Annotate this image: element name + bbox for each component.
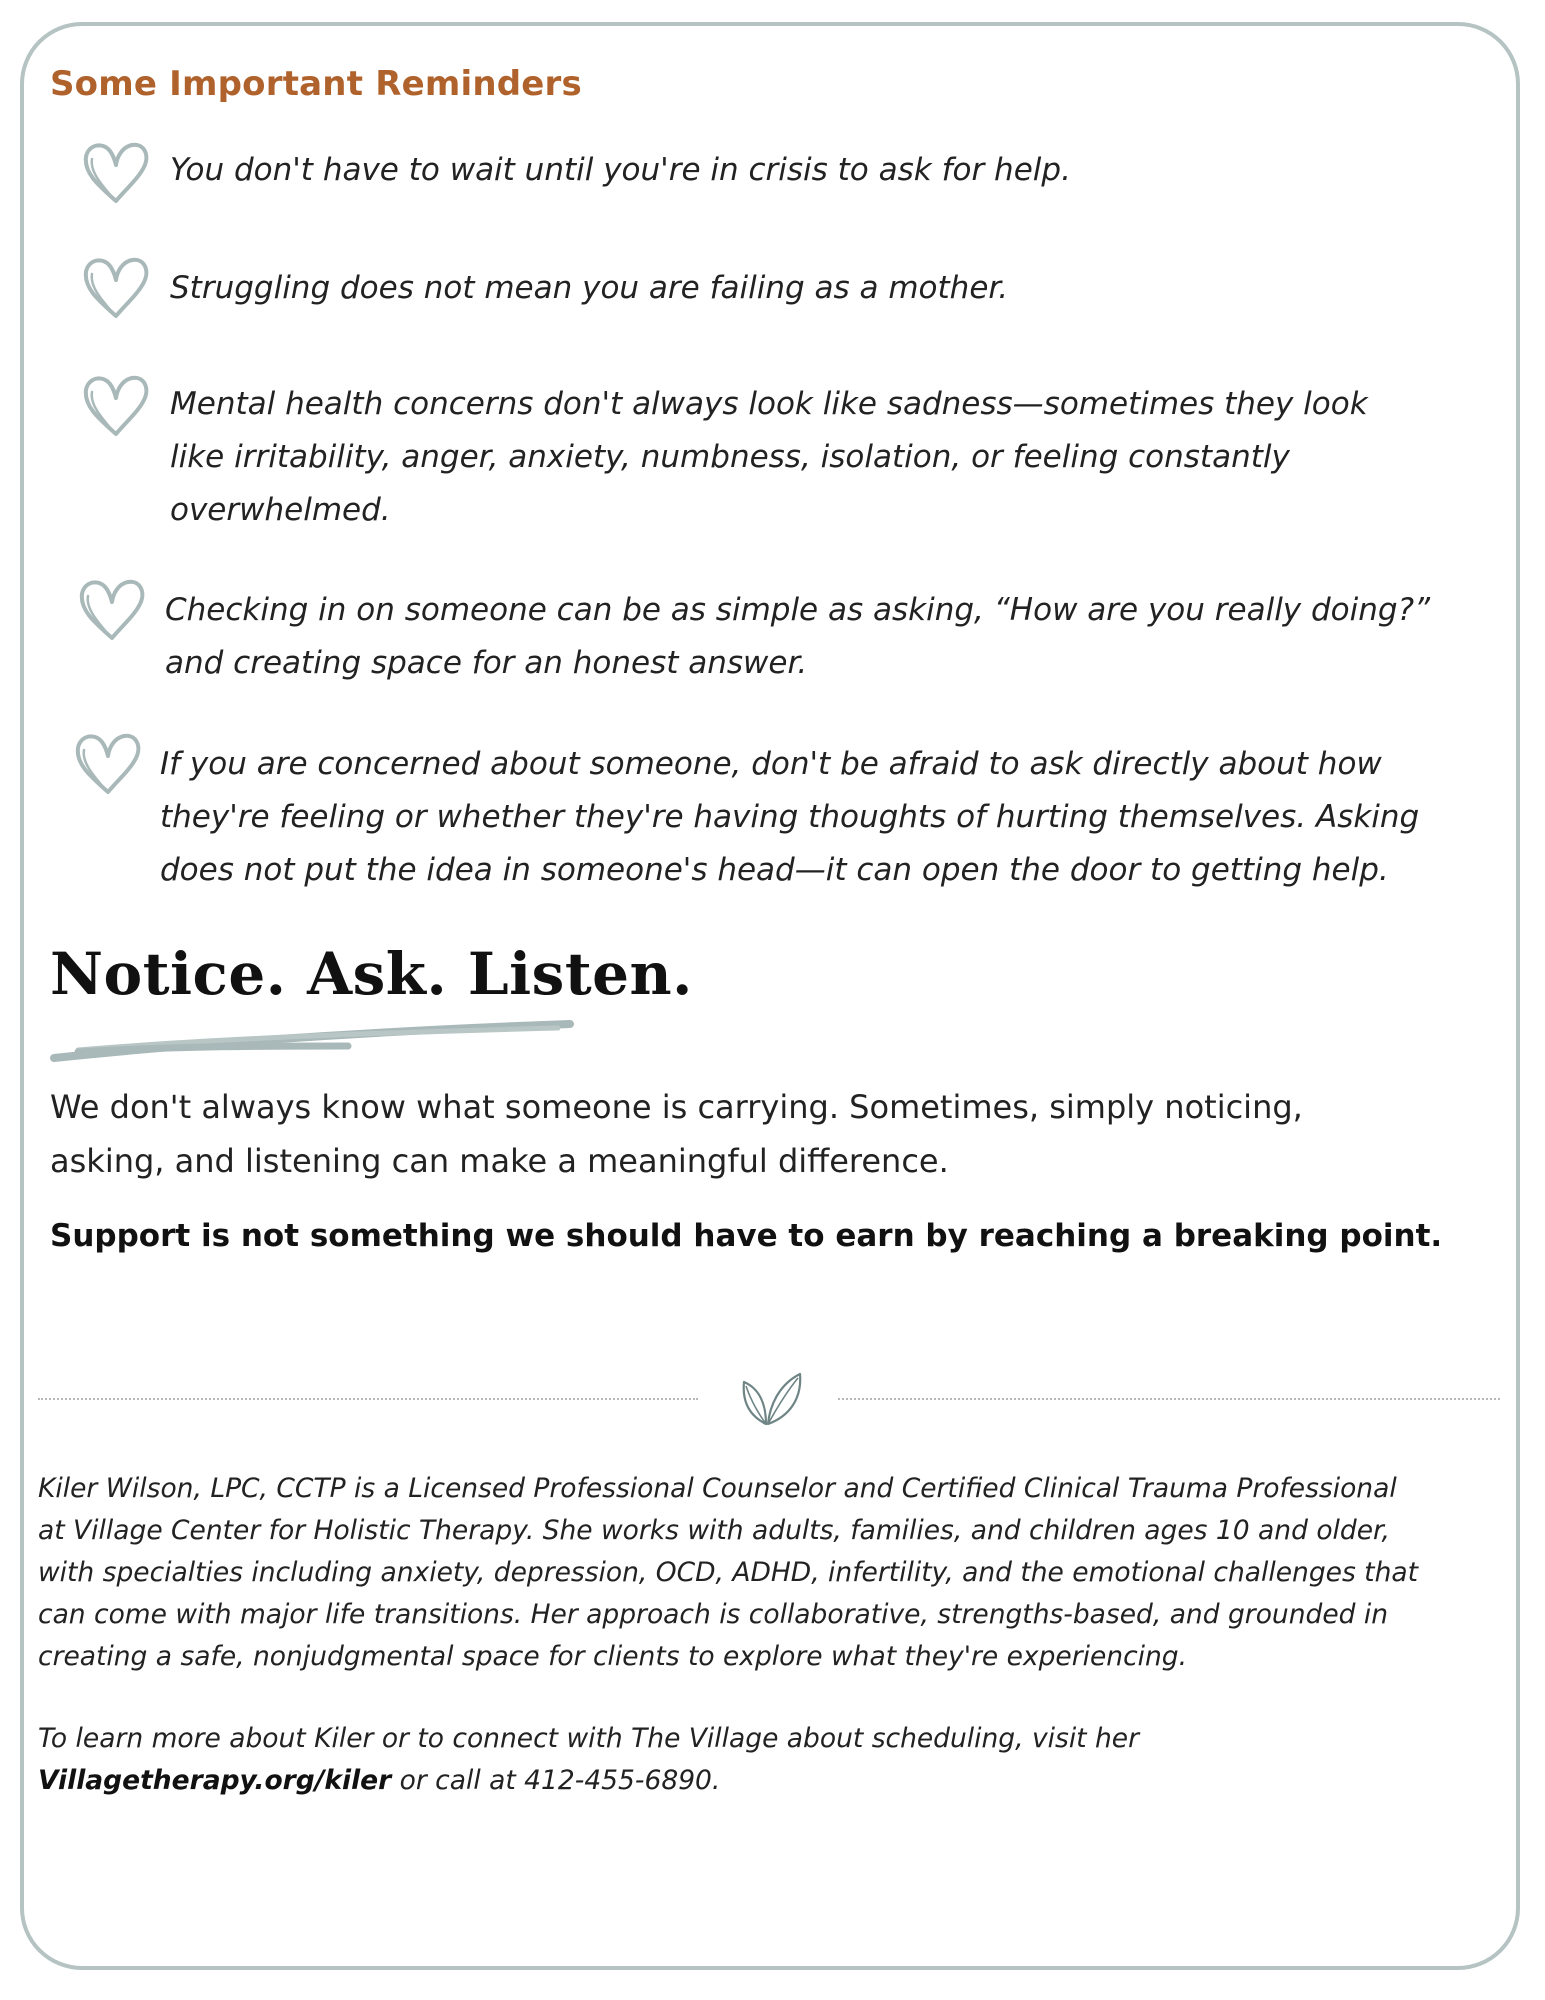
- author-bio: [38, 1468, 1508, 1678]
- reminder-line: like irritability, anger, anxiety, numbness, isolation, or feeling constantly: [170, 439, 1290, 475]
- bio-line: with specialties including anxiety, depression, OCD, ADHD, infertility, and the emotional challenges that: [38, 1557, 1418, 1588]
- reminder-line: does not put the idea in someone's head—it can open the door to getting help.: [160, 852, 1389, 888]
- phone-text: or call at 412-455-6890.: [391, 1765, 721, 1796]
- reminder-line: Mental health concerns don't always look like sadness—sometimes they look: [170, 386, 1368, 422]
- reminder-line: Checking in on someone can be as simple as asking, “How are you really doing?”: [165, 592, 1431, 628]
- reminder-item: [170, 378, 1470, 537]
- notice-paragraph: [50, 1080, 1430, 1188]
- bio-line: can come with major life transitions. Her approach is collaborative, strengths-based, and grounded in: [38, 1599, 1389, 1630]
- notice-title: Notice. Ask. Listen.: [50, 940, 693, 1008]
- contact-line-2: [38, 1760, 1508, 1802]
- reminder-line: overwhelmed.: [170, 492, 391, 528]
- reminders-heading: Some Important Reminders: [50, 64, 582, 104]
- bio-line: Kiler Wilson, LPC, CCTP is a Licensed Professional Counselor and Certified Clinical Trauma Professional: [38, 1473, 1397, 1504]
- reminder-line: You don't have to wait until you're in crisis to ask for help.: [170, 152, 1071, 188]
- bio-line: at Village Center for Holistic Therapy. She works with adults, families, and children ages 10 and older,: [38, 1515, 1390, 1546]
- reminder-line: If you are concerned about someone, don't be afraid to ask directly about how: [160, 746, 1382, 782]
- paragraph-line: We don't always know what someone is carrying. Sometimes, simply noticing,: [50, 1088, 1303, 1126]
- contact-info: [38, 1718, 1508, 1802]
- reminder-line: they're feeling or whether they're having thoughts of hurting themselves. Asking: [160, 799, 1420, 835]
- heart-icon: [78, 250, 154, 326]
- reminder-item: [170, 262, 1470, 315]
- bio-line: creating a safe, nonjudgmental space for clients to explore what they're experiencing.: [38, 1641, 1188, 1672]
- website-link[interactable]: Villagetherapy.org/kiler: [38, 1765, 392, 1796]
- divider-right: [838, 1398, 1500, 1400]
- heart-icon: [78, 135, 154, 211]
- underline-swoosh: [48, 1010, 588, 1070]
- reminder-item: [160, 738, 1460, 897]
- heart-icon: [74, 572, 150, 648]
- paragraph-line: asking, and listening can make a meaningful difference.: [50, 1142, 949, 1180]
- heart-icon: [70, 726, 146, 802]
- reminder-item: [165, 584, 1465, 690]
- leaf-icon: [730, 1368, 810, 1430]
- support-statement: Support is not something we should have to earn by reaching a breaking point.: [50, 1218, 1443, 1254]
- divider-left: [38, 1398, 698, 1400]
- contact-line: To learn more about Kiler or to connect with The Village about scheduling, visit her: [38, 1723, 1139, 1754]
- heart-icon: [78, 368, 154, 444]
- reminder-line: and creating space for an honest answer.: [165, 645, 808, 681]
- reminder-item: [170, 144, 1470, 197]
- reminder-line: Struggling does not mean you are failing as a mother.: [170, 270, 1009, 306]
